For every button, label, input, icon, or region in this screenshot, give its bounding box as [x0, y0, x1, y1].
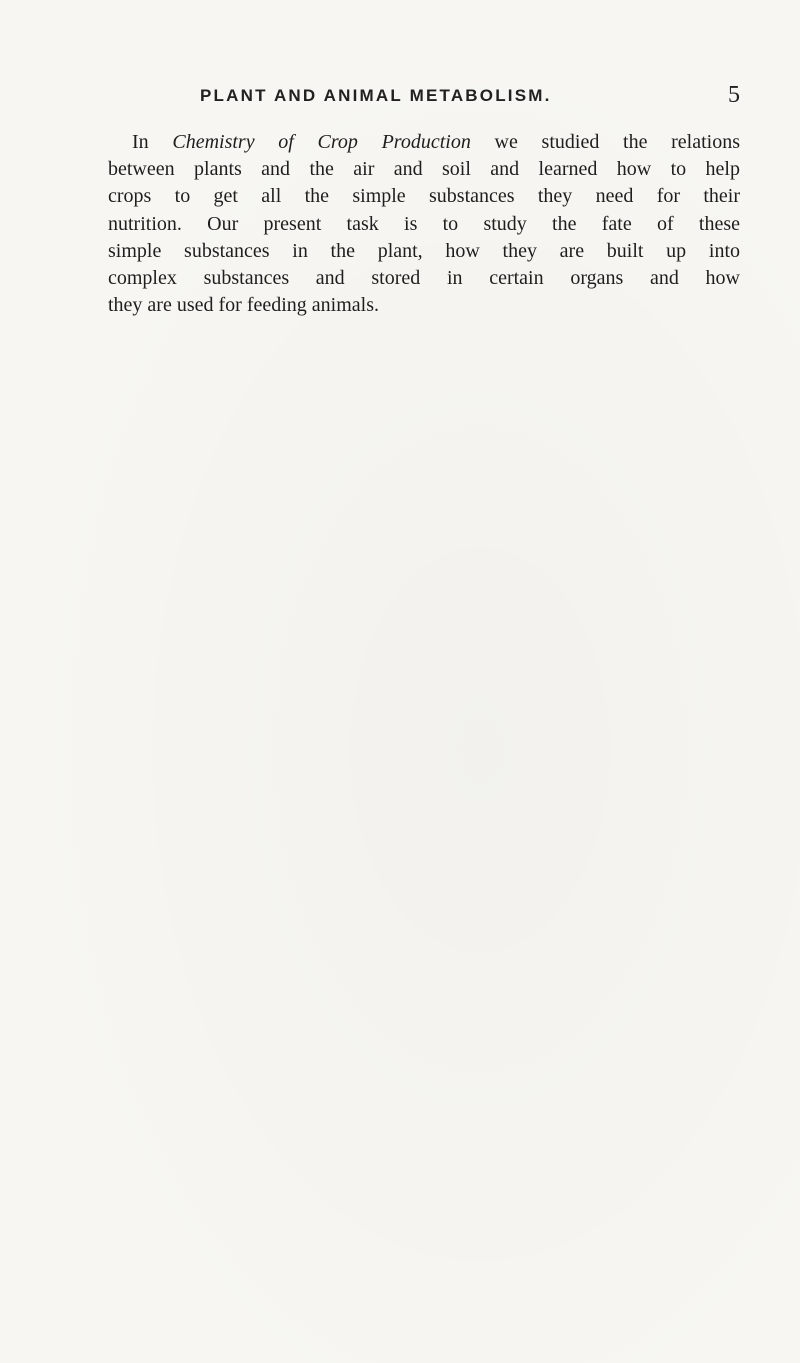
line-1-lead: In [132, 131, 173, 153]
paragraph-line-6: complex substances and stored in certain organs and how [108, 266, 740, 289]
paragraph-line-5: simple substances in the plant, how they are built up into [108, 239, 740, 262]
paragraph-line-4: nutrition. Our present task is to study the fate of these [108, 212, 740, 235]
paragraph-line-7: they are used for feeding animals. [108, 294, 380, 317]
book-title-italic: Chemistry of Crop Production [172, 131, 471, 153]
paragraph-line-1 [108, 129, 740, 156]
body-paragraph [108, 129, 740, 319]
line-1-tail: we studied the relations [470, 131, 740, 153]
paragraph-line-3: crops to get all the simple substances they need for their [108, 185, 740, 208]
page-number: 5 [728, 82, 740, 108]
paragraph-line-2: between plants and the air and soil and learned how to help [108, 158, 740, 181]
running-head [108, 82, 740, 110]
running-title: PLANT AND ANIMAL METABOLISM. [200, 86, 552, 105]
